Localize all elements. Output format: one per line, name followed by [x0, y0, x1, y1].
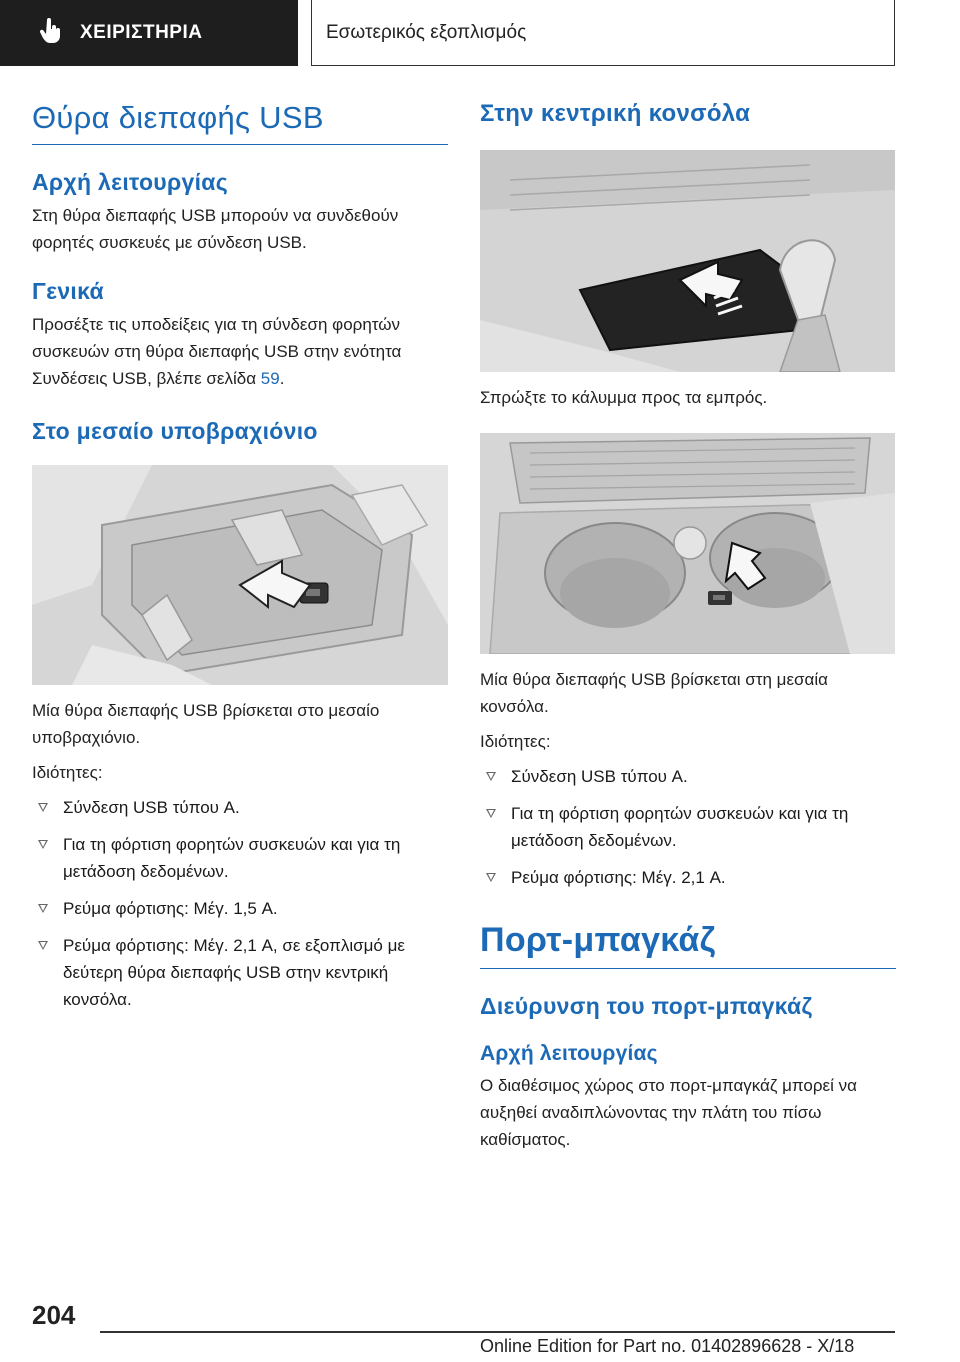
trunk-extension-heading: Διεύρυνση του πορτ-μπαγκάζ — [480, 993, 813, 1019]
list-item — [480, 800, 896, 854]
bullet-triangle-icon — [38, 803, 48, 812]
pointing-hand-icon — [40, 18, 62, 49]
list-item-text: Ρεύμα φόρτισης: Μέγ. 2,1 A, σε εξοπλισμό με δεύτερη θύρα διεπαφής USB στην κεντρική κονσόλα. — [63, 936, 405, 1009]
page-number: 204 — [32, 1300, 76, 1330]
list-item-text: Ρεύμα φόρτισης: Μέγ. 2,1 A. — [511, 868, 726, 887]
list-item — [32, 932, 448, 1013]
armrest-props-list — [32, 794, 448, 1013]
edition-note: Online Edition for Part no. 01402896628 - X/18 — [480, 1336, 855, 1356]
section-text-principle: Στη θύρα διεπαφής USB μπορούν να συνδεθούν φορητές συσκευές με σύνδεση USB. — [32, 206, 399, 252]
chapter-tab[interactable] — [0, 0, 298, 66]
trunk-principle-text: Ο διαθέσιμος χώρος στο πορτ-μπαγκάζ μπορεί να αυξηθεί αναδιπλώνοντας την πλάτη του πίσω καθίσματος. — [480, 1076, 857, 1149]
bullet-triangle-icon — [38, 904, 48, 913]
section-heading-center-console: Στην κεντρική κονσόλα — [480, 100, 751, 127]
left-column — [32, 100, 448, 1023]
page-title: Θύρα διεπαφής USB — [32, 100, 324, 135]
page-title-block — [32, 100, 448, 145]
list-item-text: Σύνδεση USB τύπου A. — [511, 767, 688, 786]
list-item — [480, 763, 896, 790]
right-column — [480, 100, 896, 1153]
general-text-end: . — [279, 369, 285, 388]
page-link[interactable]: 59 — [260, 369, 280, 388]
bullet-triangle-icon — [486, 873, 496, 882]
list-item — [480, 864, 896, 891]
list-item — [32, 895, 448, 922]
console-cover-caption: Σπρώξτε το κάλυμμα προς τα εμπρός. — [480, 388, 768, 407]
console-props-label: Ιδιότητες: — [480, 732, 551, 751]
console-usb-caption: Μία θύρα διεπαφής USB βρίσκεται στη μεσαία κονσόλα. — [480, 670, 828, 716]
list-item — [32, 794, 448, 821]
armrest-usb-illustration — [32, 465, 448, 685]
list-item-text: Για τη φόρτιση φορητών συσκευών και για τη μετάδοση δεδομένων. — [63, 835, 401, 881]
bullet-triangle-icon — [486, 809, 496, 818]
breadcrumb — [311, 0, 895, 66]
footer-divider — [100, 1331, 895, 1333]
console-usb-illustration — [480, 433, 895, 654]
list-item-text: Σύνδεση USB τύπου A. — [63, 798, 240, 817]
general-text: Προσέξτε τις υποδείξεις για τη σύνδεση φορητών συσκευών στη θύρα διεπαφής USB στην ενότητα Συνδέσεις USB, βλέπε σελίδα — [32, 315, 402, 388]
trunk-principle-heading: Αρχή λειτουργίας — [480, 1042, 658, 1065]
console-props-list — [480, 763, 896, 891]
section-heading-general: Γενικά — [32, 278, 104, 304]
section-text-general — [32, 311, 448, 392]
list-item — [32, 831, 448, 885]
bullet-triangle-icon — [486, 772, 496, 781]
trunk-title: Πορτ-μπαγκάζ — [480, 921, 716, 959]
breadcrumb-label: Εσωτερικός εξοπλισμός — [326, 21, 527, 43]
list-item-text: Ρεύμα φόρτισης: Μέγ. 1,5 A. — [63, 899, 278, 918]
section-heading-armrest: Στο μεσαίο υποβραχιόνιο — [32, 418, 318, 444]
bullet-triangle-icon — [38, 941, 48, 950]
armrest-caption: Μία θύρα διεπαφής USB βρίσκεται στο μεσαίο υποβραχιόνιο. — [32, 701, 380, 747]
console-cover-illustration — [480, 150, 895, 372]
bullet-triangle-icon — [38, 840, 48, 849]
list-item-text: Για τη φόρτιση φορητών συσκευών και για τη μετάδοση δεδομένων. — [511, 804, 849, 850]
trunk-title-block — [480, 921, 896, 969]
chapter-tab-label: ΧΕΙΡΙΣΤΗΡΙΑ — [80, 22, 203, 43]
armrest-props-label: Ιδιότητες: — [32, 763, 103, 782]
section-heading-principle: Αρχή λειτουργίας — [32, 169, 228, 195]
